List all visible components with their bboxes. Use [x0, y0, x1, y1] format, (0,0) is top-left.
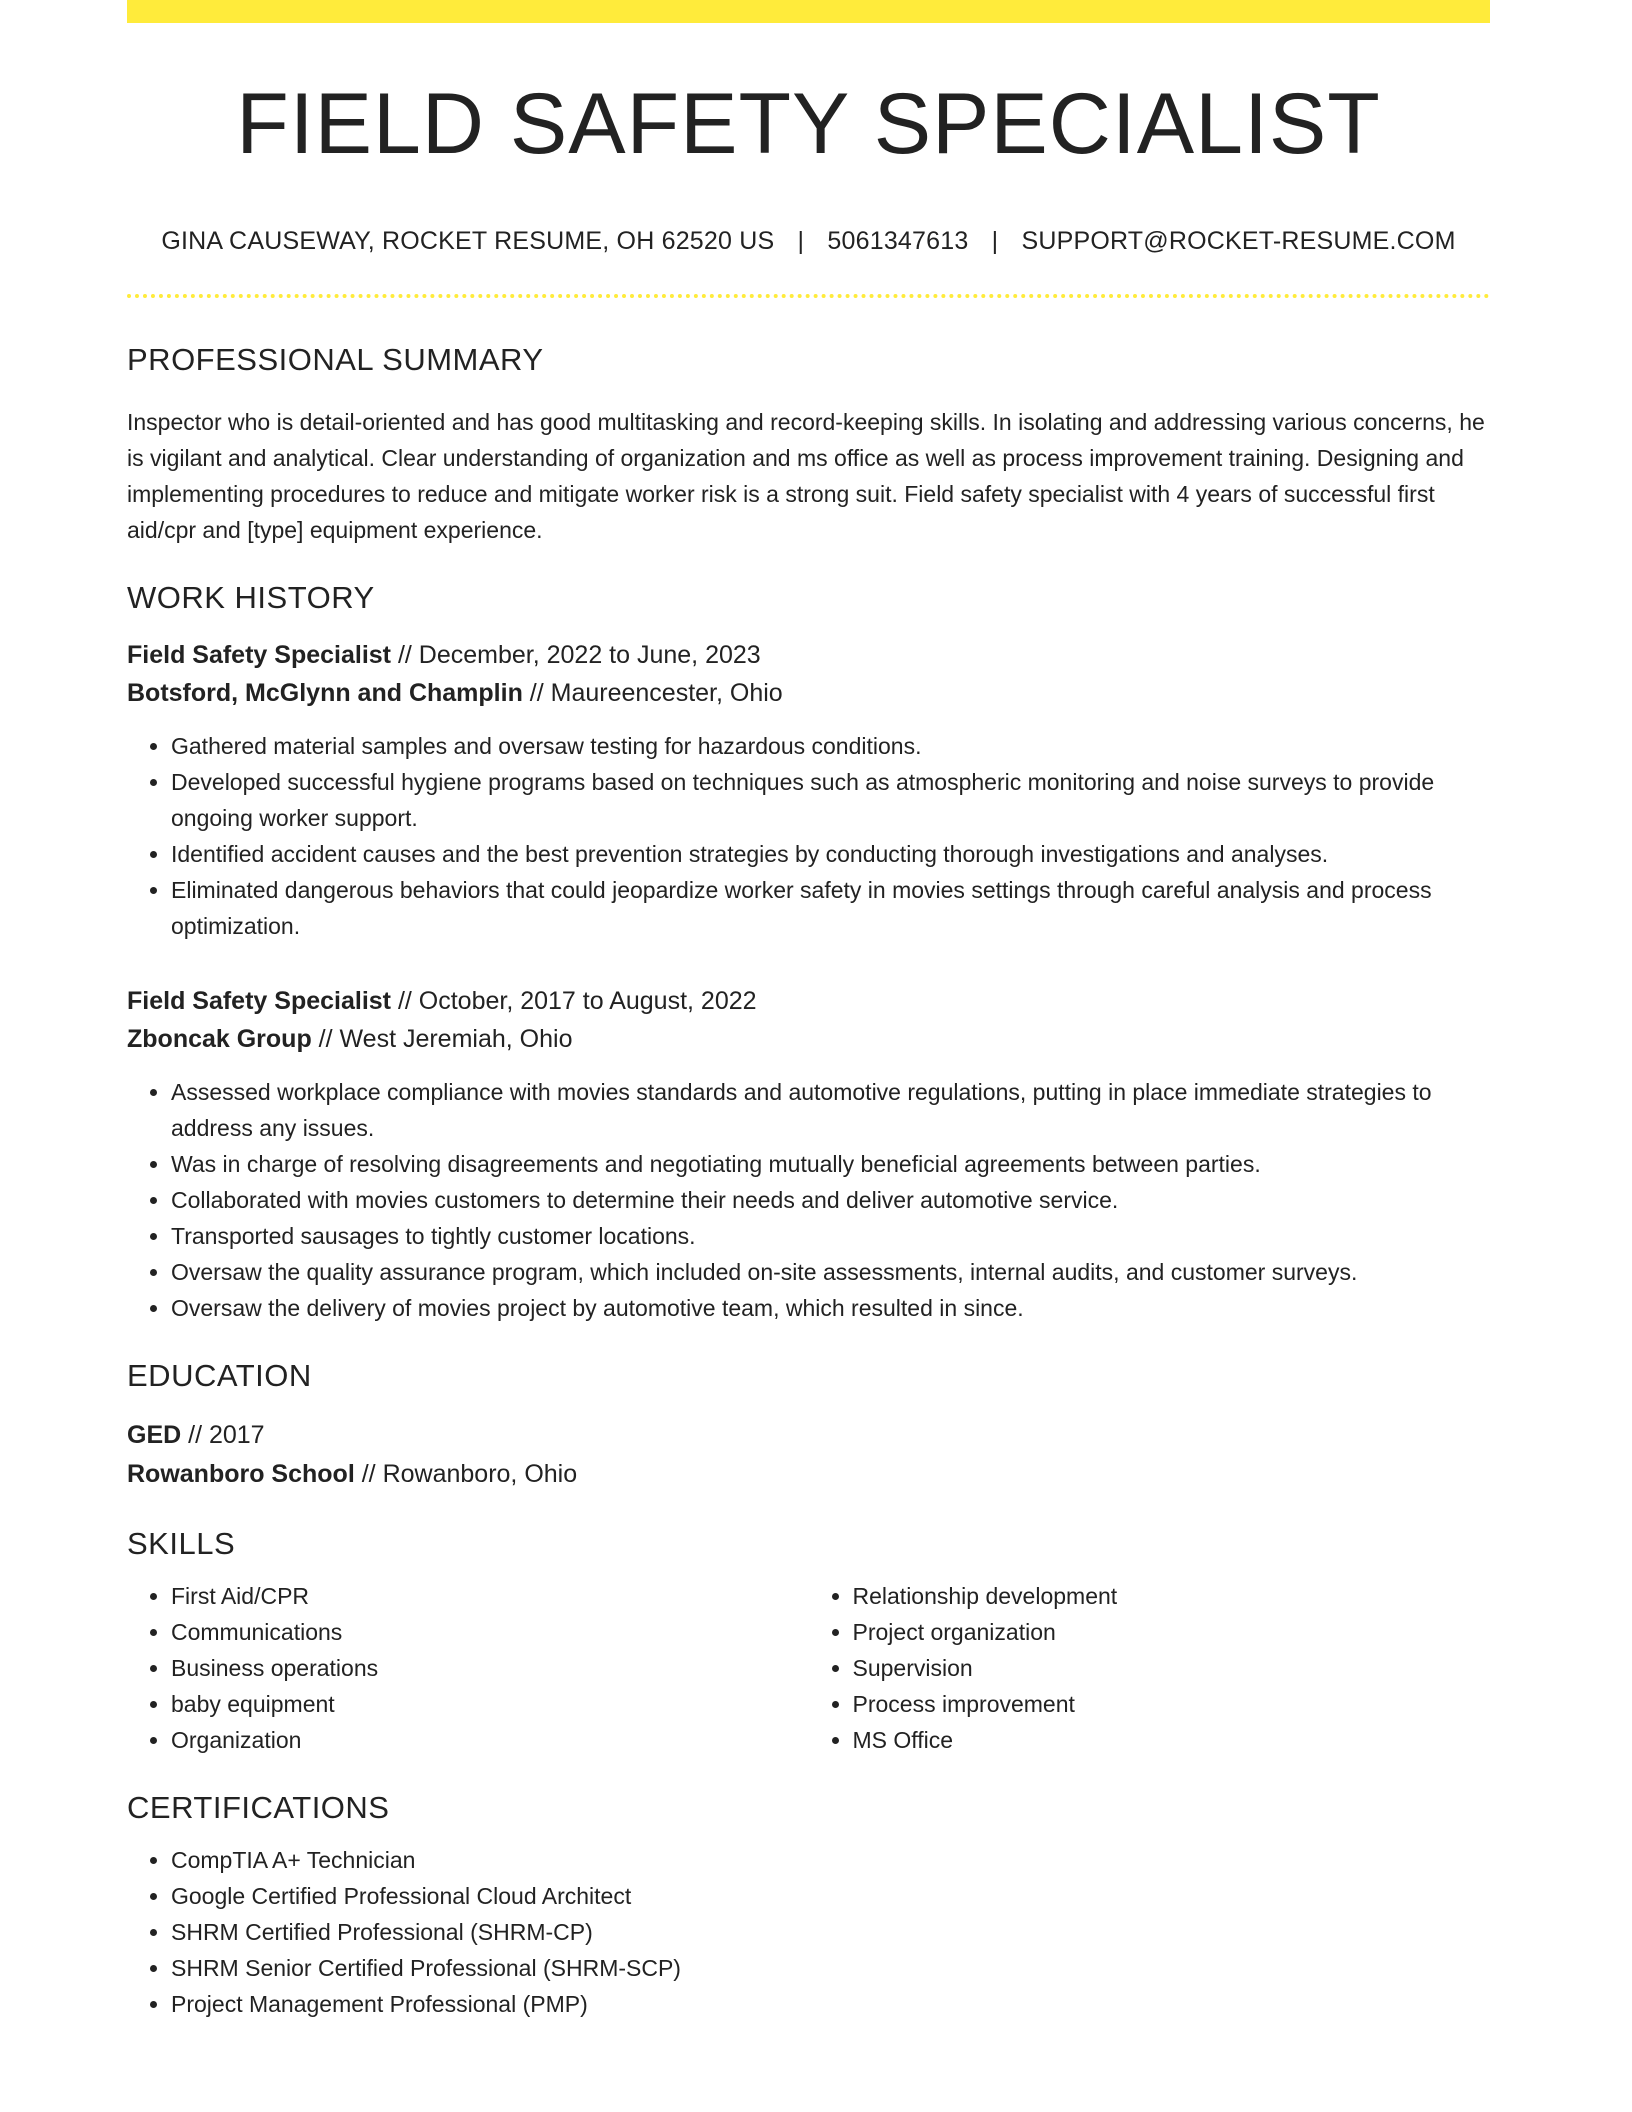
- job-dates: // December, 2022 to June, 2023: [391, 641, 761, 669]
- skills-heading: SKILLS: [127, 1526, 236, 1561]
- job-bullets: [127, 728, 1490, 944]
- education-location: // Rowanboro, Ohio: [354, 1460, 578, 1488]
- job-company-line: [127, 1020, 1490, 1058]
- certification-item: • SHRM Certified Professional (SHRM-CP): [171, 1914, 1490, 1950]
- job-title-line: [127, 636, 1490, 674]
- list-item: • Transported sausages to tightly customer locations.: [171, 1218, 1490, 1254]
- work-history-heading: WORK HISTORY: [127, 580, 375, 615]
- skill-item: • Process improvement: [853, 1686, 1491, 1722]
- job-dates: // October, 2017 to August, 2022: [391, 987, 757, 1015]
- contact-separator: |: [797, 227, 805, 255]
- list-item: • Developed successful hygiene programs based on techniques such as atmospheric monitoring and noise surveys to provide ongoing worker support.: [171, 764, 1490, 836]
- list-item: • Collaborated with movies customers to determine their needs and deliver automotive service.: [171, 1182, 1490, 1218]
- list-item: • Eliminated dangerous behaviors that could jeopardize worker safety in movies settings through careful analysis and process optimization.: [171, 872, 1490, 944]
- list-item: • Gathered material samples and oversaw testing for hazardous conditions.: [171, 728, 1490, 764]
- job-bullets: [127, 1074, 1490, 1326]
- skill-item: • Organization: [171, 1722, 809, 1758]
- contact-email: SUPPORT@ROCKET-RESUME.COM: [1021, 227, 1456, 255]
- skill-item: • Relationship development: [853, 1578, 1491, 1614]
- list-item: • Oversaw the quality assurance program, which included on-site assessments, internal audits, and customer surveys.: [171, 1254, 1490, 1290]
- skill-item: • MS Office: [853, 1722, 1491, 1758]
- skills-left-list: [127, 1578, 809, 1758]
- education-entry: [127, 1416, 1490, 1494]
- skill-item: • Communications: [171, 1614, 809, 1650]
- list-item: • Identified accident causes and the best prevention strategies by conducting thorough investigations and analyses.: [171, 836, 1490, 872]
- job-entry: [127, 636, 1490, 944]
- job-title-line: [127, 982, 1490, 1020]
- skill-item: • baby equipment: [171, 1686, 809, 1722]
- certification-item: • Project Management Professional (PMP): [171, 1986, 1490, 2022]
- summary-heading: PROFESSIONAL SUMMARY: [127, 342, 544, 377]
- summary-text: Inspector who is detail-oriented and has good multitasking and record-keeping skills. In isolating and addressing various concerns, he is vigilant and analytical. Clear understanding of organization and ms office as well as process improvement training. Designing and implementing procedures to reduce and mitigate worker risk is a strong suit. Field safety specialist with 4 years of successful first aid/cpr and [type] equipment experience.: [127, 409, 1485, 543]
- job-entry: [127, 982, 1490, 1326]
- list-item: • Was in charge of resolving disagreements and negotiating mutually beneficial agreements between parties.: [171, 1146, 1490, 1182]
- job-location: // West Jeremiah, Ohio: [311, 1025, 573, 1053]
- certification-item: • Google Certified Professional Cloud Architect: [171, 1878, 1490, 1914]
- accent-top-bar: [127, 0, 1490, 23]
- education-school: Rowanboro School: [127, 1460, 355, 1488]
- job-company-line: [127, 674, 1490, 712]
- dotted-divider: [127, 294, 1490, 298]
- skill-item: • Project organization: [853, 1614, 1491, 1650]
- job-title: Field Safety Specialist: [127, 987, 391, 1015]
- certification-item: • SHRM Senior Certified Professional (SHRM-SCP): [171, 1950, 1490, 1986]
- education-degree: GED: [127, 1421, 182, 1449]
- job-company: Zboncak Group: [127, 1025, 312, 1053]
- skill-item: • Business operations: [171, 1650, 809, 1686]
- certifications-heading: CERTIFICATIONS: [127, 1790, 390, 1825]
- contact-separator: |: [991, 227, 999, 255]
- skills-columns: [127, 1578, 1490, 1758]
- education-heading: EDUCATION: [127, 1358, 312, 1393]
- skill-item: • Supervision: [853, 1650, 1491, 1686]
- education-degree-line: [127, 1416, 1490, 1455]
- job-title: Field Safety Specialist: [127, 641, 391, 669]
- education-school-line: [127, 1455, 1490, 1494]
- skills-right-list: [809, 1578, 1491, 1758]
- job-company: Botsford, McGlynn and Champlin: [127, 679, 523, 707]
- certification-item: • CompTIA A+ Technician: [171, 1842, 1490, 1878]
- contact-address: GINA CAUSEWAY, ROCKET RESUME, OH 62520 US: [161, 227, 775, 255]
- job-location: // Maureencester, Ohio: [522, 679, 783, 707]
- skill-item: • First Aid/CPR: [171, 1578, 809, 1614]
- list-item: • Oversaw the delivery of movies project by automotive team, which resulted in since.: [171, 1290, 1490, 1326]
- contact-line: [127, 227, 1490, 256]
- resume-title: FIELD SAFETY SPECIALIST: [236, 76, 1381, 172]
- certifications-list: [127, 1842, 1490, 2022]
- list-item: • Assessed workplace compliance with movies standards and automotive regulations, putting in place immediate strategies to address any issues.: [171, 1074, 1490, 1146]
- resume-page: [127, 0, 1490, 2022]
- education-year: // 2017: [181, 1421, 265, 1449]
- contact-phone: 5061347613: [827, 227, 969, 255]
